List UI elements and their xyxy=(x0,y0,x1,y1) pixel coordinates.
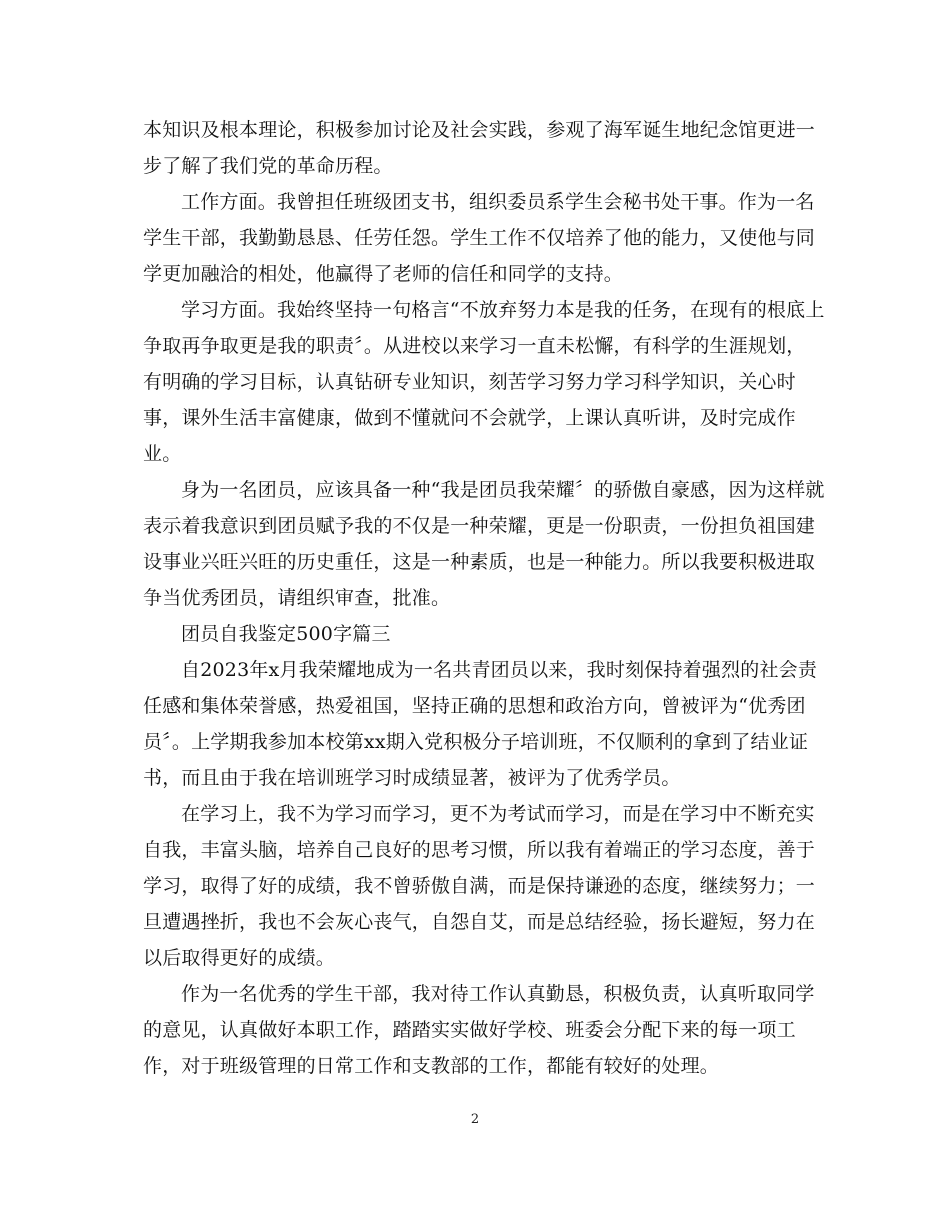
text-line: 任感和集体荣誉感，热爱祖国，坚持正确的思想和政治方向，曾被评为“优秀团 xyxy=(143,695,806,717)
paragraph-start-line: 自2023年x月我荣耀地成为一名共青团员以来，我时刻保持着强烈的社会责 xyxy=(181,659,818,681)
text-line: 事，课外生活丰富健康，做到不懂就问不会就学，上课认真听讲，及时完成作 xyxy=(143,407,796,429)
paragraph-start-line: 作为一名优秀的学生干部，我对待工作认真勤恳，积极负责，认真听取同学 xyxy=(181,983,815,1005)
paragraph-start-line: 在学习上，我不为学习而学习，更不为考试而学习，而是在学习中不断充实 xyxy=(181,803,815,825)
text-line: 以后取得更好的成绩。 xyxy=(143,947,336,969)
text-line: 有明确的学习目标，认真钻研专业知识，刻苦学习努力学习科学知识，关心时 xyxy=(143,371,796,393)
text-line: 书，而且由于我在培训班学习时成绩显著，被评为了优秀学员。 xyxy=(143,767,681,789)
paragraph-start-line: 身为一名团员，应该具备一种“我是团员我荣耀〞的骄傲自豪感，因为这样就 xyxy=(181,479,825,501)
text-line: 旦遭遇挫折，我也不会灰心丧气，自怨自艾，而是总结经验，扬长避短，努力在 xyxy=(143,911,816,933)
text-line: 业。 xyxy=(143,443,182,465)
text-line: 表示着我意识到团员赋予我的不仅是一种荣耀，更是一份职责，一份担负祖国建 xyxy=(143,515,816,537)
text-line: 学习，取得了好的成绩，我不曾骄傲自满，而是保持谦逊的态度，继续努力；一 xyxy=(143,875,816,897)
text-line: 争当优秀团员，请组织审查，批准。 xyxy=(143,587,451,609)
text-line: 本知识及根本理论，积极参加讨论及社会实践，参观了海军诞生地纪念馆更进一 xyxy=(143,119,816,141)
text-line: 步了解了我们党的革命历程。 xyxy=(143,155,393,177)
page-number: 2 xyxy=(470,1112,480,1127)
text-line: 自我，丰富头脑，培养自己良好的思考习惯，所以我有着端正的学习态度，善于 xyxy=(143,839,816,861)
section-heading: 团员自我鉴定500字篇三 xyxy=(181,623,391,645)
text-line: 学生干部，我勤勤恳恳、任劳任怨。学生工作不仅培养了他的能力，又使他与同 xyxy=(143,227,816,249)
text-line: 学更加融洽的相处，他赢得了老师的信任和同学的支持。 xyxy=(143,263,624,285)
paragraph-start-line: 学习方面。我始终坚持一句格言“不放弃努力本是我的任务，在现有的根底上 xyxy=(181,299,825,321)
text-line: 的意见，认真做好本职工作，踏踏实实做好学校、班委会分配下来的每一项工 xyxy=(143,1019,796,1041)
document-body xyxy=(143,112,825,1084)
paragraph-start-line: 工作方面。我曾担任班级团支书，组织委员系学生会秘书处干事。作为一名 xyxy=(181,191,815,213)
text-line: 作，对于班级管理的日常工作和支教部的工作，都能有较好的处理。 xyxy=(143,1055,720,1077)
text-line: 员〞。上学期我参加本校第xx期入党积极分子培训班，不仅顺利的拿到了结业证 xyxy=(143,731,809,753)
text-line: 设事业兴旺兴旺的历史重任，这是一种素质，也是一种能力。所以我要积极进取 xyxy=(143,551,816,573)
text-line: 争取再争取更是我的职责〞。从进校以来学习一直未松懈，有科学的生涯规划， xyxy=(143,335,806,357)
